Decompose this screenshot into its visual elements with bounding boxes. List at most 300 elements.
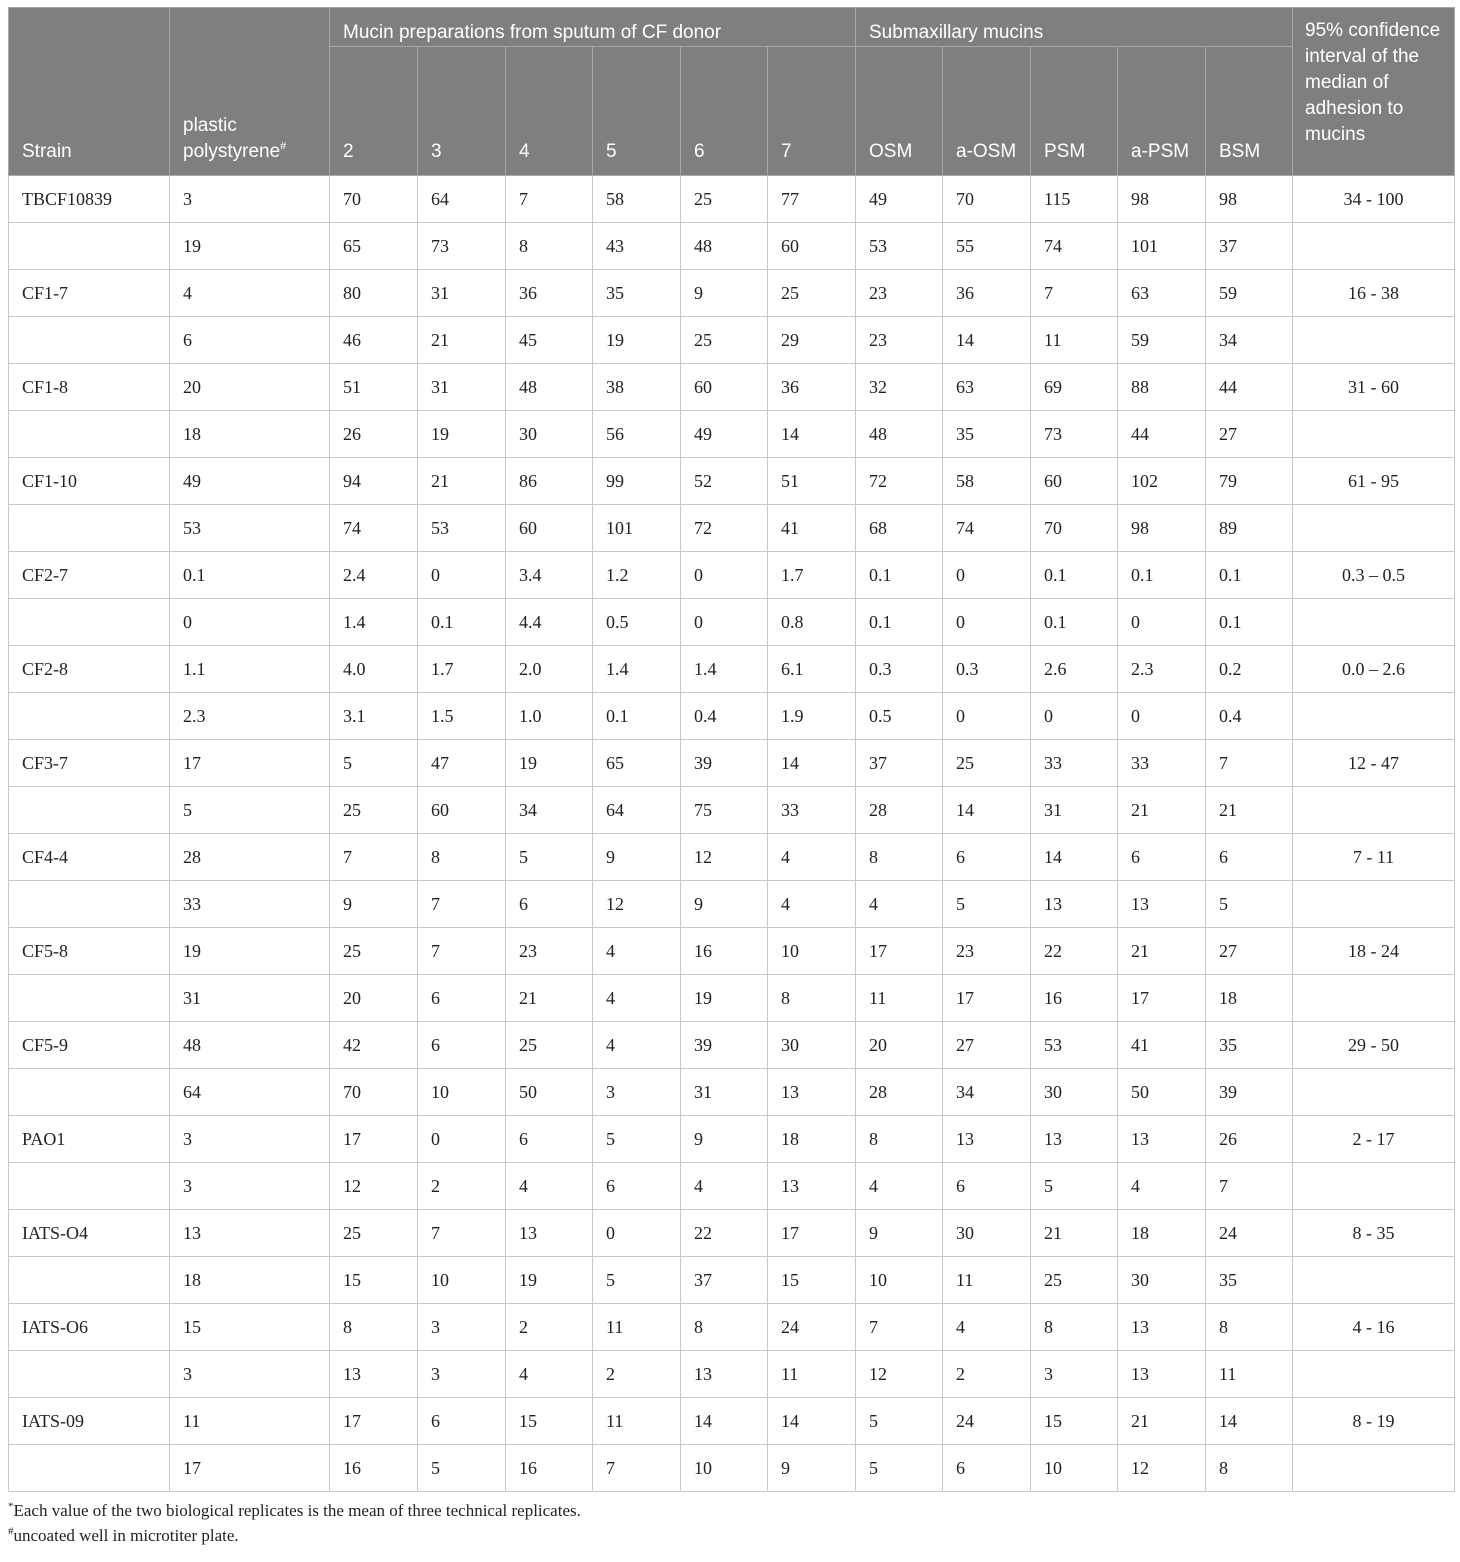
value-cell: 89 (1206, 505, 1293, 552)
value-cell: 10 (681, 1445, 768, 1492)
plastic-cell: 17 (170, 1445, 330, 1492)
value-cell: 70 (1031, 505, 1118, 552)
value-cell: 3 (593, 1069, 681, 1116)
plastic-cell: 19 (170, 223, 330, 270)
header-plastic-mark: # (280, 140, 287, 153)
strain-cell: CF4-4 (9, 834, 170, 881)
value-cell: 9 (768, 1445, 856, 1492)
value-cell: 2.6 (1031, 646, 1118, 693)
value-cell: 68 (856, 505, 943, 552)
value-cell: 19 (506, 740, 593, 787)
value-cell: 7 (418, 881, 506, 928)
value-cell: 58 (593, 176, 681, 223)
value-cell: 16 (506, 1445, 593, 1492)
value-cell: 8 (1206, 1445, 1293, 1492)
ci-cell (1293, 505, 1455, 552)
header-sputum-col: 5 (593, 47, 681, 176)
value-cell: 23 (856, 270, 943, 317)
value-cell: 49 (856, 176, 943, 223)
footnotes (8, 1498, 1452, 1548)
value-cell: 6 (593, 1163, 681, 1210)
table-row (9, 552, 1455, 599)
table-row (9, 270, 1455, 317)
header-submax-col: OSM (856, 47, 943, 176)
plastic-cell: 0 (170, 599, 330, 646)
value-cell: 2 (943, 1351, 1031, 1398)
value-cell: 79 (1206, 458, 1293, 505)
value-cell: 52 (681, 458, 768, 505)
value-cell: 39 (1206, 1069, 1293, 1116)
value-cell: 73 (418, 223, 506, 270)
strain-cell (9, 881, 170, 928)
value-cell: 30 (1031, 1069, 1118, 1116)
value-cell: 43 (593, 223, 681, 270)
value-cell: 88 (1118, 364, 1206, 411)
value-cell: 13 (506, 1210, 593, 1257)
strain-cell (9, 599, 170, 646)
value-cell: 99 (593, 458, 681, 505)
value-cell: 27 (943, 1022, 1031, 1069)
value-cell: 24 (1206, 1210, 1293, 1257)
value-cell: 65 (593, 740, 681, 787)
plastic-cell: 3 (170, 1163, 330, 1210)
ci-cell: 8 - 35 (1293, 1210, 1455, 1257)
adhesion-table (8, 7, 1455, 1492)
value-cell: 4 (856, 1163, 943, 1210)
strain-cell: CF5-8 (9, 928, 170, 975)
value-cell: 34 (506, 787, 593, 834)
value-cell: 23 (943, 928, 1031, 975)
value-cell: 10 (856, 1257, 943, 1304)
value-cell: 63 (943, 364, 1031, 411)
value-cell: 60 (418, 787, 506, 834)
table-row (9, 646, 1455, 693)
value-cell: 30 (768, 1022, 856, 1069)
value-cell: 0.2 (1206, 646, 1293, 693)
footnote-text: Each value of the two biological replicates is the mean of three technical replicates. (13, 1501, 581, 1520)
value-cell: 24 (943, 1398, 1031, 1445)
value-cell: 0.1 (1031, 552, 1118, 599)
value-cell: 2 (506, 1304, 593, 1351)
value-cell: 25 (943, 740, 1031, 787)
value-cell: 4 (681, 1163, 768, 1210)
value-cell: 5 (418, 1445, 506, 1492)
value-cell: 0 (593, 1210, 681, 1257)
plastic-cell: 19 (170, 928, 330, 975)
value-cell: 35 (593, 270, 681, 317)
header-sputum-col: 4 (506, 47, 593, 176)
value-cell: 5 (593, 1257, 681, 1304)
value-cell: 2 (418, 1163, 506, 1210)
value-cell: 16 (1031, 975, 1118, 1022)
header-strain: Strain (9, 8, 170, 176)
strain-cell (9, 1257, 170, 1304)
footnote (8, 1498, 1452, 1523)
value-cell: 8 (856, 1116, 943, 1163)
value-cell: 4 (1118, 1163, 1206, 1210)
value-cell: 5 (943, 881, 1031, 928)
ci-cell: 34 - 100 (1293, 176, 1455, 223)
value-cell: 101 (1118, 223, 1206, 270)
value-cell: 86 (506, 458, 593, 505)
value-cell: 59 (1118, 317, 1206, 364)
header-sputum-group: Mucin preparations from sputum of CF donor (330, 8, 856, 47)
strain-cell (9, 693, 170, 740)
value-cell: 22 (681, 1210, 768, 1257)
table-row (9, 1163, 1455, 1210)
value-cell: 98 (1118, 176, 1206, 223)
value-cell: 6.1 (768, 646, 856, 693)
value-cell: 20 (330, 975, 418, 1022)
header-plastic-line2: polystyrene (183, 141, 281, 162)
value-cell: 21 (1118, 1398, 1206, 1445)
footnote (8, 1523, 1452, 1548)
value-cell: 11 (1206, 1351, 1293, 1398)
value-cell: 21 (1118, 787, 1206, 834)
value-cell: 41 (768, 505, 856, 552)
value-cell: 10 (418, 1257, 506, 1304)
table-row (9, 223, 1455, 270)
value-cell: 56 (593, 411, 681, 458)
value-cell: 4 (768, 834, 856, 881)
value-cell: 1.4 (593, 646, 681, 693)
value-cell: 20 (856, 1022, 943, 1069)
value-cell: 25 (330, 787, 418, 834)
strain-cell: IATS-O4 (9, 1210, 170, 1257)
value-cell: 70 (943, 176, 1031, 223)
value-cell: 0.4 (1206, 693, 1293, 740)
value-cell: 0 (681, 599, 768, 646)
value-cell: 4.0 (330, 646, 418, 693)
value-cell: 33 (768, 787, 856, 834)
value-cell: 0.1 (1118, 552, 1206, 599)
value-cell: 2 (593, 1351, 681, 1398)
value-cell: 21 (506, 975, 593, 1022)
value-cell: 5 (330, 740, 418, 787)
value-cell: 39 (681, 740, 768, 787)
value-cell: 30 (1118, 1257, 1206, 1304)
table-row (9, 317, 1455, 364)
value-cell: 25 (681, 317, 768, 364)
plastic-cell: 6 (170, 317, 330, 364)
value-cell: 31 (418, 270, 506, 317)
strain-cell (9, 1069, 170, 1116)
value-cell: 12 (856, 1351, 943, 1398)
value-cell: 5 (593, 1116, 681, 1163)
value-cell: 98 (1206, 176, 1293, 223)
value-cell: 63 (1118, 270, 1206, 317)
value-cell: 60 (506, 505, 593, 552)
value-cell: 101 (593, 505, 681, 552)
value-cell: 55 (943, 223, 1031, 270)
table-row (9, 1351, 1455, 1398)
plastic-cell: 20 (170, 364, 330, 411)
value-cell: 28 (856, 1069, 943, 1116)
value-cell: 16 (330, 1445, 418, 1492)
value-cell: 34 (1206, 317, 1293, 364)
footnote-text: uncoated well in microtiter plate. (13, 1526, 239, 1545)
value-cell: 31 (418, 364, 506, 411)
value-cell: 8 (681, 1304, 768, 1351)
plastic-cell: 53 (170, 505, 330, 552)
value-cell: 6 (1118, 834, 1206, 881)
strain-cell: PAO1 (9, 1116, 170, 1163)
plastic-cell: 31 (170, 975, 330, 1022)
value-cell: 13 (1118, 1116, 1206, 1163)
value-cell: 0.5 (856, 693, 943, 740)
value-cell: 36 (768, 364, 856, 411)
value-cell: 21 (1206, 787, 1293, 834)
value-cell: 94 (330, 458, 418, 505)
value-cell: 0.4 (681, 693, 768, 740)
header-plastic-line1: plastic (183, 115, 237, 136)
table-row (9, 928, 1455, 975)
value-cell: 7 (418, 928, 506, 975)
value-cell: 2.0 (506, 646, 593, 693)
table-container (8, 7, 1452, 1548)
value-cell: 69 (1031, 364, 1118, 411)
value-cell: 9 (681, 881, 768, 928)
value-cell: 0 (1118, 599, 1206, 646)
value-cell: 9 (681, 1116, 768, 1163)
plastic-cell: 3 (170, 1116, 330, 1163)
value-cell: 11 (593, 1304, 681, 1351)
value-cell: 0.1 (1206, 552, 1293, 599)
value-cell: 64 (593, 787, 681, 834)
value-cell: 60 (681, 364, 768, 411)
header-sputum-col: 3 (418, 47, 506, 176)
strain-cell: CF5-9 (9, 1022, 170, 1069)
table-row (9, 411, 1455, 458)
value-cell: 6 (418, 975, 506, 1022)
value-cell: 13 (330, 1351, 418, 1398)
value-cell: 72 (856, 458, 943, 505)
table-row (9, 740, 1455, 787)
value-cell: 21 (1031, 1210, 1118, 1257)
value-cell: 37 (1206, 223, 1293, 270)
value-cell: 21 (418, 317, 506, 364)
table-row (9, 787, 1455, 834)
value-cell: 1.4 (330, 599, 418, 646)
value-cell: 24 (768, 1304, 856, 1351)
value-cell: 4 (768, 881, 856, 928)
value-cell: 48 (681, 223, 768, 270)
value-cell: 1.9 (768, 693, 856, 740)
value-cell: 25 (1031, 1257, 1118, 1304)
value-cell: 6 (506, 881, 593, 928)
value-cell: 25 (506, 1022, 593, 1069)
value-cell: 14 (1206, 1398, 1293, 1445)
value-cell: 0 (1031, 693, 1118, 740)
value-cell: 1.4 (681, 646, 768, 693)
value-cell: 9 (856, 1210, 943, 1257)
value-cell: 53 (418, 505, 506, 552)
value-cell: 77 (768, 176, 856, 223)
value-cell: 34 (943, 1069, 1031, 1116)
value-cell: 46 (330, 317, 418, 364)
ci-cell: 16 - 38 (1293, 270, 1455, 317)
value-cell: 80 (330, 270, 418, 317)
value-cell: 6 (418, 1398, 506, 1445)
ci-cell: 29 - 50 (1293, 1022, 1455, 1069)
value-cell: 27 (1206, 411, 1293, 458)
table-row (9, 1398, 1455, 1445)
value-cell: 70 (330, 176, 418, 223)
value-cell: 19 (418, 411, 506, 458)
ci-cell (1293, 411, 1455, 458)
value-cell: 26 (1206, 1116, 1293, 1163)
value-cell: 37 (856, 740, 943, 787)
plastic-cell: 17 (170, 740, 330, 787)
value-cell: 22 (1031, 928, 1118, 975)
value-cell: 7 (1206, 1163, 1293, 1210)
value-cell: 14 (681, 1398, 768, 1445)
value-cell: 25 (330, 928, 418, 975)
value-cell: 0 (943, 599, 1031, 646)
header-sputum-col: 6 (681, 47, 768, 176)
table-row (9, 1022, 1455, 1069)
ci-cell (1293, 975, 1455, 1022)
header-submax-group: Submaxillary mucins (856, 8, 1293, 47)
value-cell: 6 (943, 1163, 1031, 1210)
value-cell: 12 (681, 834, 768, 881)
value-cell: 65 (330, 223, 418, 270)
value-cell: 72 (681, 505, 768, 552)
ci-cell: 0.0 – 2.6 (1293, 646, 1455, 693)
value-cell: 28 (856, 787, 943, 834)
ci-cell: 4 - 16 (1293, 1304, 1455, 1351)
ci-cell (1293, 1257, 1455, 1304)
value-cell: 51 (330, 364, 418, 411)
value-cell: 0.1 (1031, 599, 1118, 646)
plastic-cell: 0.1 (170, 552, 330, 599)
value-cell: 5 (856, 1398, 943, 1445)
value-cell: 4 (593, 1022, 681, 1069)
value-cell: 17 (1118, 975, 1206, 1022)
table-row (9, 505, 1455, 552)
value-cell: 7 (856, 1304, 943, 1351)
value-cell: 39 (681, 1022, 768, 1069)
header-plastic (170, 8, 330, 176)
value-cell: 32 (856, 364, 943, 411)
value-cell: 0 (943, 693, 1031, 740)
value-cell: 0 (418, 1116, 506, 1163)
value-cell: 1.7 (418, 646, 506, 693)
value-cell: 8 (330, 1304, 418, 1351)
table-row (9, 975, 1455, 1022)
value-cell: 13 (943, 1116, 1031, 1163)
value-cell: 10 (768, 928, 856, 975)
plastic-cell: 2.3 (170, 693, 330, 740)
strain-cell: TBCF10839 (9, 176, 170, 223)
value-cell: 25 (330, 1210, 418, 1257)
value-cell: 13 (768, 1069, 856, 1116)
value-cell: 53 (856, 223, 943, 270)
table-row (9, 1445, 1455, 1492)
table-row (9, 599, 1455, 646)
value-cell: 9 (681, 270, 768, 317)
strain-cell: IATS-O6 (9, 1304, 170, 1351)
value-cell: 0.1 (1206, 599, 1293, 646)
value-cell: 60 (768, 223, 856, 270)
value-cell: 75 (681, 787, 768, 834)
value-cell: 7 (330, 834, 418, 881)
value-cell: 74 (1031, 223, 1118, 270)
footnote-mark: * (8, 1500, 14, 1513)
value-cell: 12 (593, 881, 681, 928)
ci-cell (1293, 881, 1455, 928)
value-cell: 0 (681, 552, 768, 599)
table-row (9, 693, 1455, 740)
value-cell: 0.3 (856, 646, 943, 693)
value-cell: 33 (1031, 740, 1118, 787)
value-cell: 38 (593, 364, 681, 411)
ci-cell (1293, 223, 1455, 270)
strain-cell (9, 411, 170, 458)
value-cell: 13 (1118, 1351, 1206, 1398)
value-cell: 13 (1031, 1116, 1118, 1163)
value-cell: 44 (1206, 364, 1293, 411)
value-cell: 3 (418, 1304, 506, 1351)
value-cell: 4 (856, 881, 943, 928)
value-cell: 30 (943, 1210, 1031, 1257)
value-cell: 60 (1031, 458, 1118, 505)
table-row (9, 176, 1455, 223)
ci-cell: 7 - 11 (1293, 834, 1455, 881)
plastic-cell: 1.1 (170, 646, 330, 693)
value-cell: 8 (768, 975, 856, 1022)
value-cell: 12 (330, 1163, 418, 1210)
value-cell: 26 (330, 411, 418, 458)
ci-cell (1293, 599, 1455, 646)
value-cell: 36 (506, 270, 593, 317)
plastic-cell: 3 (170, 1351, 330, 1398)
strain-cell (9, 975, 170, 1022)
strain-cell (9, 1351, 170, 1398)
value-cell: 6 (943, 834, 1031, 881)
plastic-cell: 49 (170, 458, 330, 505)
value-cell: 23 (506, 928, 593, 975)
value-cell: 7 (1206, 740, 1293, 787)
value-cell: 0.1 (593, 693, 681, 740)
value-cell: 17 (943, 975, 1031, 1022)
table-row (9, 834, 1455, 881)
value-cell: 13 (681, 1351, 768, 1398)
ci-cell: 18 - 24 (1293, 928, 1455, 975)
strain-cell: CF1-7 (9, 270, 170, 317)
strain-cell: IATS-09 (9, 1398, 170, 1445)
value-cell: 58 (943, 458, 1031, 505)
value-cell: 7 (1031, 270, 1118, 317)
value-cell: 2.4 (330, 552, 418, 599)
value-cell: 4 (506, 1163, 593, 1210)
value-cell: 0.1 (418, 599, 506, 646)
value-cell: 64 (418, 176, 506, 223)
strain-cell (9, 317, 170, 364)
value-cell: 0.1 (856, 552, 943, 599)
value-cell: 37 (681, 1257, 768, 1304)
header-sputum-col: 7 (768, 47, 856, 176)
value-cell: 59 (1206, 270, 1293, 317)
value-cell: 48 (506, 364, 593, 411)
value-cell: 35 (943, 411, 1031, 458)
value-cell: 1.7 (768, 552, 856, 599)
value-cell: 17 (768, 1210, 856, 1257)
value-cell: 73 (1031, 411, 1118, 458)
plastic-cell: 3 (170, 176, 330, 223)
value-cell: 10 (1031, 1445, 1118, 1492)
value-cell: 4 (506, 1351, 593, 1398)
